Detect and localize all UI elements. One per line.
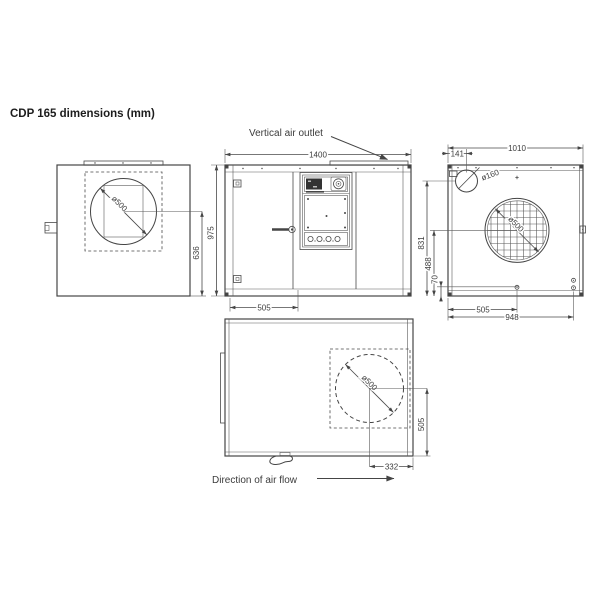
dim-height-975: [206, 165, 225, 296]
dim-door-505: [230, 290, 298, 312]
cabinet-outline: [57, 165, 190, 296]
dim-label-975: 975: [206, 226, 216, 240]
dim-label-70: 70: [430, 275, 440, 284]
dim-outlet-332: [370, 458, 414, 472]
dim-label-500-top: ø500: [359, 373, 379, 393]
dim-label-332: 332: [384, 462, 399, 472]
corner-bracket: [450, 171, 458, 177]
dim-outlet-offset-505: [414, 389, 431, 457]
page-title: CDP 165 dimensions (mm): [10, 108, 155, 120]
direction-of-air-flow-label: Direction of air flow: [212, 475, 298, 486]
door-hinge-bottom: [234, 276, 242, 283]
dim-fan-center-height: [191, 212, 207, 297]
center-mark: [515, 176, 518, 179]
door-handle: [272, 226, 295, 232]
airflow-callout: [212, 475, 394, 486]
dim-label-948: 948: [505, 312, 519, 322]
door-latch: [45, 223, 57, 234]
right-side-view: [417, 144, 585, 322]
dim-label-141: 141: [450, 149, 464, 159]
left-side-view: [45, 161, 206, 296]
front-view: [206, 128, 411, 312]
dim-label-grille-500: ø500: [506, 214, 526, 234]
dim-label-1400: 1400: [309, 150, 327, 160]
dim-bolt-offset-505: [448, 291, 517, 315]
panel-door: [305, 196, 348, 231]
dim-label-488: 488: [423, 257, 433, 271]
side-rail: [221, 353, 226, 423]
dim-label-505-top: 505: [416, 417, 426, 432]
dim-bolt-height-70: [431, 275, 519, 302]
dim-label-831: 831: [417, 236, 427, 250]
dim-label-505-front: 505: [257, 303, 271, 313]
drain-trap: [270, 456, 293, 465]
dim-label-636: 636: [191, 246, 201, 260]
door-hinge-top: [234, 180, 242, 187]
dim-label-fan-diameter: ø500: [109, 194, 129, 214]
dim-label-1010: 1010: [508, 143, 526, 153]
dim-pipe-offset-141: [442, 149, 473, 173]
display: [306, 179, 322, 190]
cabinet-outline: [225, 319, 413, 456]
vertical-air-outlet-label: Vertical air outlet: [249, 128, 323, 139]
dim-label-505-right: 505: [476, 305, 490, 315]
control-panel: [300, 173, 352, 250]
dim-label-160: ø160: [480, 167, 501, 183]
cabinet-frame-lines: [225, 319, 413, 456]
top-view: [212, 319, 431, 486]
leader-arrow: [331, 137, 388, 160]
